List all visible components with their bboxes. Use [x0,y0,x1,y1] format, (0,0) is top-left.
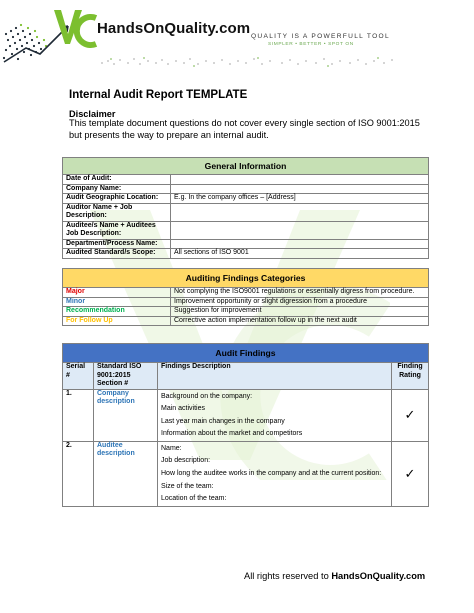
field-label: Date of Audit: [63,175,171,185]
check-icon[interactable]: ✓ [392,389,429,441]
description-line: Main activities [161,405,205,413]
description-line: Last year main changes in the company [161,417,285,425]
check-icon[interactable]: ✓ [392,441,429,506]
table-row [63,203,429,221]
category-recommendation: Recommendation [63,307,171,317]
tagline: QUALITY IS A POWERFULL TOOL [251,33,390,40]
column-header-standard: Standard ISO 9001:2015 Section # [94,363,158,390]
column-header-rating: Finding Rating [392,363,429,390]
table-row [63,389,429,441]
category-description: Not complying the ISO9001 regulations or essentially digress from procedure. [171,288,429,298]
auditees-name-field[interactable] [171,221,429,239]
description-line: Background on the company: [161,392,253,400]
disclaimer-text: This template document questions do not cover every single section of ISO 9001:2015 but presents the way to prepare an internal audit. [69,118,420,140]
table-row [63,184,429,194]
table-row [63,288,429,298]
category-major: Major [63,288,171,298]
findings-description[interactable] [158,389,392,441]
auditor-name-field[interactable] [171,203,429,221]
standard-section: Company description [94,389,158,441]
general-information-table [62,157,429,259]
tagline-sub: SIMPLER • BETTER • SPOT ON [268,42,354,47]
decorative-dots [96,55,396,69]
table-row [63,175,429,185]
table-row [63,249,429,259]
findings-description[interactable] [158,441,392,506]
categories-heading: Auditing Findings Categories [63,269,429,288]
standard-section: Auditee description [94,441,158,506]
footer [244,571,425,581]
field-label: Audit Geographic Location: [63,194,171,204]
column-header-serial: Serial # [63,363,94,390]
findings-categories-table [62,268,429,326]
category-description: Corrective action implementation follow up in the next audit [171,316,429,326]
table-header-row [63,363,429,390]
field-label: Auditee/s Name + Auditees Job Description: [63,221,171,239]
table-row [63,194,429,204]
description-line: How long the auditee works in the company and at the current position: [161,470,382,478]
description-line: Location of the team: [161,495,227,503]
table-row [63,307,429,317]
serial-number: 1. [63,389,94,441]
category-description: Improvement opportunity or slight digression from a procedure [171,297,429,307]
footer-brand-link[interactable]: HandsOnQuality.com [331,571,426,581]
table-row [63,316,429,326]
field-label: Department/Process Name: [63,239,171,249]
standard-scope-field[interactable]: All sections of ISO 9001 [171,249,429,259]
description-line: Size of the team: [161,482,214,490]
document-title: Internal Audit Report TEMPLATE [69,89,248,101]
logo-icon [2,4,98,66]
category-description: Suggestion for improvement [171,307,429,317]
description-line: Name: [161,444,182,452]
table-row [63,297,429,307]
company-name-field[interactable] [171,184,429,194]
department-field[interactable] [171,239,429,249]
audit-findings-heading: Audit Findings [63,344,429,363]
table-row [63,441,429,506]
table-row [63,221,429,239]
description-line: Information about the market and competitors [161,430,303,438]
audit-findings-table [62,343,429,507]
category-minor: Minor [63,297,171,307]
serial-number: 2. [63,441,94,506]
footer-text: All rights reserved to [244,571,332,581]
field-label: Company Name: [63,184,171,194]
category-follow-up: For Follow Up [63,316,171,326]
field-label: Audited Standard/s Scope: [63,249,171,259]
description-line: Job description: [161,457,211,465]
field-label: Auditor Name + Job Description: [63,203,171,221]
general-information-heading: General Information [63,158,429,175]
audit-location-field[interactable]: E.g. In the company offices – [Address] [171,194,429,204]
column-header-description: Findings Description [158,363,392,390]
brand-name: HandsOnQuality.com [97,20,251,37]
disclaimer-heading: Disclaimer [69,109,116,119]
table-row [63,239,429,249]
date-of-audit-field[interactable] [171,175,429,185]
